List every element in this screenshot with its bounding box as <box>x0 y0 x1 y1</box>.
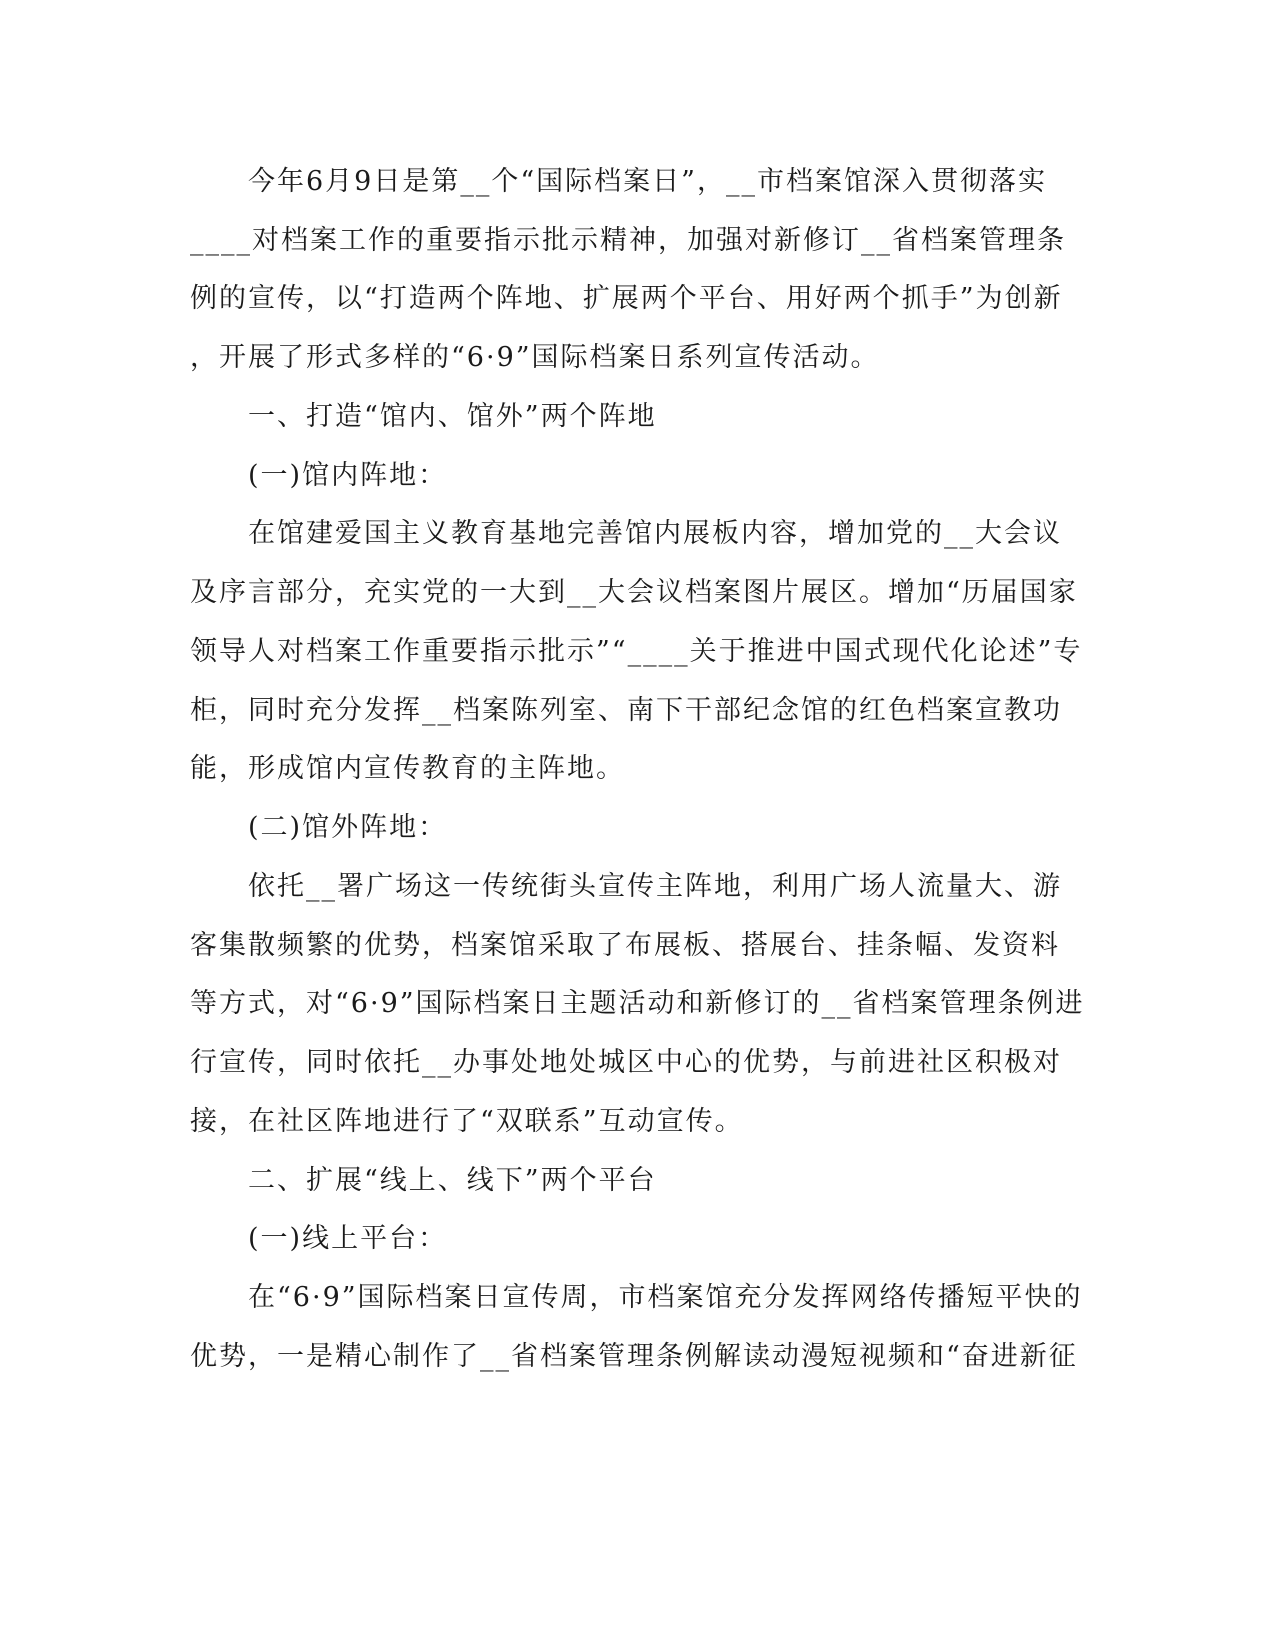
subsection-heading: (一)馆内阵地： <box>190 460 448 491</box>
section-heading: 二、扩展“线上、线下”两个平台 <box>190 1165 657 1196</box>
text-line: 领导人对档案工作重要指示批示”“____关于推进中国式现代化论述”专 <box>190 636 1083 667</box>
text-line: 优势，一是精心制作了__省档案管理条例解读动漫短视频和“奋进新征 <box>190 1341 1078 1372</box>
text-line: 接，在社区阵地进行了“双联系”互动宣传。 <box>190 1106 744 1137</box>
text-line: 及序言部分，充实党的一大到__大会议档案图片展区。增加“历届国家 <box>190 577 1078 608</box>
text-line: 例的宣传，以“打造两个阵地、扩展两个平台、用好两个抓手”为创新 <box>190 283 1063 314</box>
text-line: 能，形成馆内宣传教育的主阵地。 <box>190 753 625 784</box>
text-line: 等方式，对“6·9”国际档案日主题活动和新修订的__省档案管理条例进 <box>190 988 1085 1019</box>
text-line: 行宣传，同时依托__办事处地处城区中心的优势，与前进社区积极对 <box>190 1047 1062 1078</box>
text-line: ____对档案工作的重要指示批示精神，加强对新修订__省档案管理条 <box>190 225 1066 256</box>
text-line: 在馆建爱国主义教育基地完善馆内展板内容，增加党的__大会议 <box>190 518 1062 549</box>
text-line: 依托__署广场这一传统街头宣传主阵地，利用广场人流量大、游 <box>190 871 1062 902</box>
section-heading: 一、打造“馆内、馆外”两个阵地 <box>190 401 657 432</box>
text-line: 柜，同时充分发挥__档案陈列室、南下干部纪念馆的红色档案宣教功 <box>190 695 1062 726</box>
text-line: 客集散频繁的优势，档案馆采取了布展板、搭展台、挂条幅、发资料 <box>190 930 1060 961</box>
text-line: 今年6月9日是第__个“国际档案日”，__市档案馆深入贯彻落实 <box>190 166 1047 197</box>
text-line: ，开展了形式多样的“6·9”国际档案日系列宣传活动。 <box>190 342 880 373</box>
text-line: 在“6·9”国际档案日宣传周，市档案馆充分发挥网络传播短平快的 <box>190 1282 1083 1313</box>
subsection-heading: (一)线上平台： <box>190 1223 448 1254</box>
subsection-heading: (二)馆外阵地： <box>190 812 448 843</box>
